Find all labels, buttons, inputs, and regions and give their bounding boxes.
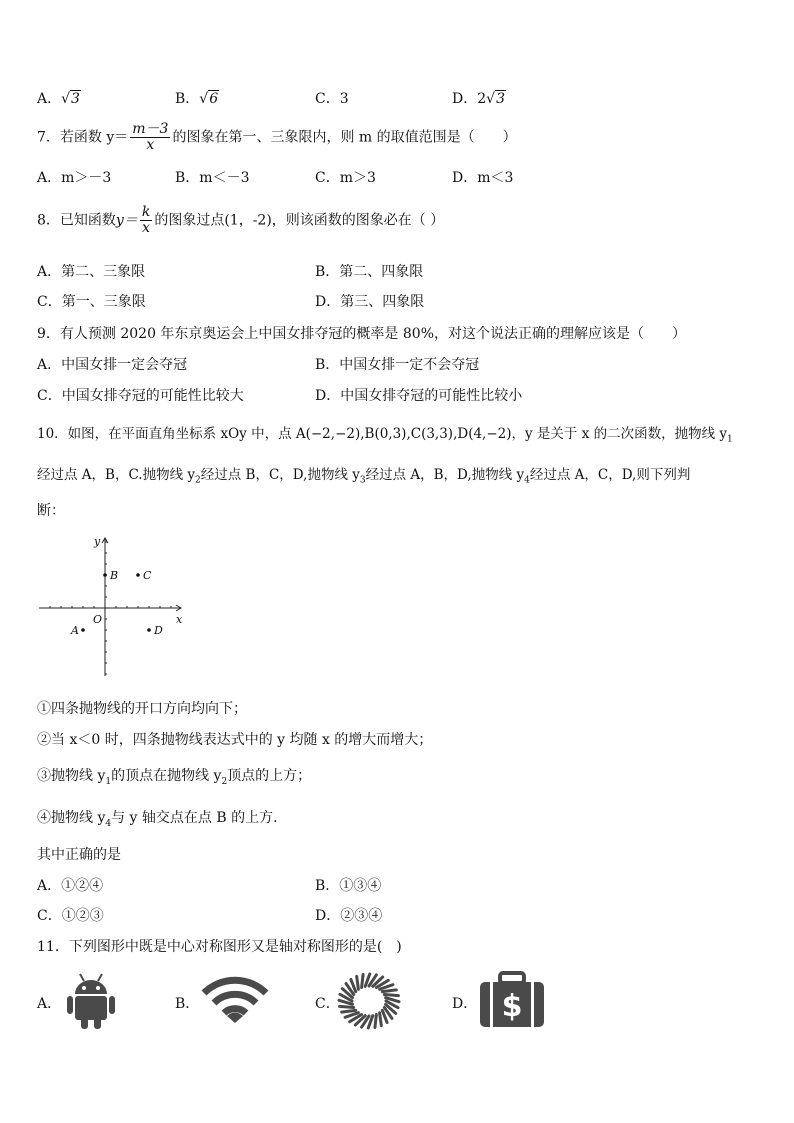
q10-option-a: A．①②④ [37,878,104,894]
q11-label-a: A． [37,996,62,1012]
q10-coordinate-figure [35,532,195,680]
point-b [103,573,107,577]
q10-statement-1: ①四条抛物线的开口方向均向下； [37,701,247,717]
q11-label-b: B． [175,996,200,1012]
point-label-a: A [71,624,79,637]
q10-option-d: D．②③④ [315,908,383,924]
q10-statement-2: ②当 x＜0 时，四条抛物线表达式中的 y 均随 x 的增大而增大； [37,732,433,748]
q7-option-c: C．m＞3 [315,170,376,186]
q10-question: 其中正确的是 [37,847,121,863]
q10-stem-line2: 经过点 A，B，C.抛物线 $y_2$经过点 B，C，D,抛物线 $y_3$经过点 A，B，D,抛物线 $y_4$经过点 A，C，D,则下列判 [37,467,691,486]
q11-label-c: C． [315,996,340,1012]
q9-option-a: A．中国女排一定会夺冠 [37,357,188,373]
point-label-d: D [154,624,163,637]
svg-text:$: $ [501,989,523,1024]
point-d [147,628,151,632]
q10-option-c: C．①②③ [37,908,104,924]
q7-stem: 7．若函数 y＝ $\frac{m-3}{x}$ 的图象在第一、三象限内，则 m 的取值范围是（ ） [37,121,517,153]
point-c [136,573,140,577]
q8-stem: 8．已知函数y＝ $\frac{k}{x}$ 的图象过点(1，-2)，则该函数的图象必在（ ） [37,204,445,236]
q8-option-c: C．第一、三象限 [37,294,146,310]
q10-option-b: B．①③④ [315,878,382,894]
sun-ray [357,976,359,989]
q6-option-a: A．√3 [37,91,80,107]
dollar-briefcase-icon [478,971,546,1029]
sun-ray [384,994,398,995]
q6-option-b: B．√6 [175,91,219,107]
q10-stem-line3: 断： [37,503,65,519]
q7-option-a: A．m＞－3 [37,170,112,186]
q9-option-b: B．中国女排一定不会夺冠 [315,357,480,373]
q7-fraction: $\frac{m-3}{x}$ [132,121,169,153]
sun-ray [342,1010,356,1012]
q7-option-b: B．m＜－3 [175,170,250,186]
wifi-icon [200,975,270,1025]
q9-option-d: D．中国女排夺冠的可能性比较小 [315,388,523,404]
point-label-c: C [143,569,152,582]
q7-option-d: D．m＜3 [452,170,514,186]
x-axis-label: x [176,613,183,626]
q6-option-c: C．3 [315,91,349,107]
q10-stem-line1: 10．如图，在平面直角坐标系 xOy 中，点 A(−2,−2),B(0,3),C(3,3),D(4,−2)，y 是关于 x 的二次函数，抛物线 $y_1$ [37,426,733,445]
q8-option-b: B．第二、四象限 [315,264,424,280]
q11-label-d: D． [452,996,478,1012]
y-axis-label: y [94,535,101,548]
point-label-b: B [110,569,119,582]
q10-statement-4: ④抛物线 $y_4$与 y 轴交点在点 B 的上方. [37,810,278,829]
android-robot-icon [66,972,116,1030]
sun-ray [362,975,363,988]
sun-ray [382,990,396,992]
sunburst-icon [336,971,402,1031]
q9-stem: 9．有人预测 2020 年东京奥运会上中国女排夺冠的概率是 80%，对这个说法正确的理解应该是（ ） [37,326,687,342]
point-a [81,628,85,632]
sun-ray [375,1015,376,1028]
q10-statement-3: ③抛物线 $y_1$的顶点在抛物线 $y_2$顶点的上方； [37,768,312,787]
q8-option-d: D．第三、四象限 [315,294,425,310]
q8-option-a: A．第二、三象限 [37,264,146,280]
q11-stem: 11．下列图形中既是中心对称图形又是轴对称图形的是( ) [37,939,402,955]
q9-option-c: C．中国女排夺冠的可能性比较大 [37,388,244,404]
sun-ray [340,1006,354,1007]
q8-fraction: $\frac{k}{x}$ [141,204,151,236]
origin-label: O [93,613,103,626]
sun-ray [380,1013,382,1026]
q6-option-d: D．2√3 [452,91,505,107]
